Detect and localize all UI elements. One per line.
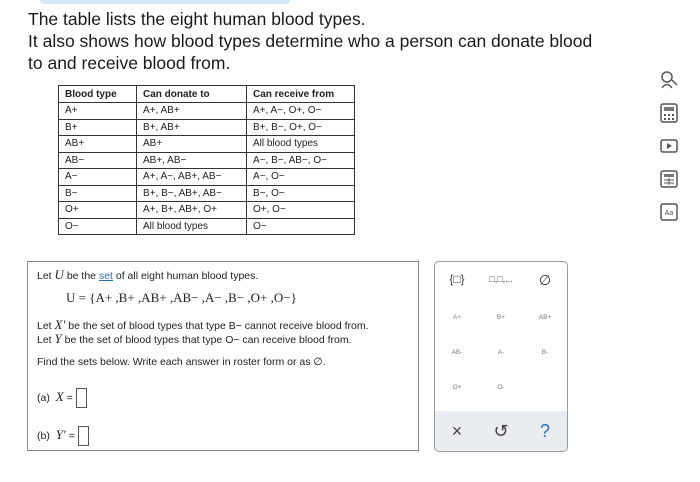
cell: A− — [59, 169, 137, 186]
cell: AB− — [59, 152, 137, 169]
calculator-icon[interactable] — [659, 103, 679, 123]
equals: = — [68, 429, 75, 442]
blood-type-table — [58, 85, 355, 235]
undo-button[interactable]: ↺ — [493, 420, 509, 441]
cell: B+ — [59, 119, 137, 136]
table-header-row — [59, 86, 355, 103]
cell: A+, A−, O+, O− — [247, 103, 355, 120]
text: of all eight human blood types. — [112, 270, 259, 282]
text: be the set of blood types that type B− cannot receive blood from. — [65, 320, 369, 332]
cell: O− — [59, 218, 137, 235]
svg-text:Aa: Aa — [664, 210, 674, 217]
answer-b-input[interactable] — [78, 426, 89, 446]
equals: = — [66, 391, 73, 404]
top-strip — [40, 0, 290, 4]
key-b-pos[interactable]: B+ — [496, 314, 506, 321]
var-y: Y — [54, 331, 62, 346]
clear-button[interactable]: × — [451, 420, 463, 441]
keypad-panel — [434, 261, 568, 452]
part-a-label: (a) — [37, 391, 50, 404]
intro-line-1: The table lists the eight human blood types. — [28, 9, 366, 29]
roster-list-button[interactable]: □,□,... — [489, 274, 513, 284]
table-row — [59, 136, 355, 153]
intro-line-2: It also shows how blood types determine who a person can donate blood — [28, 31, 593, 51]
keypad-row — [435, 384, 567, 391]
cell: O+, O− — [247, 202, 355, 219]
keypad-footer — [435, 411, 567, 451]
key-b-neg[interactable]: B- — [541, 349, 549, 356]
text: Let — [37, 270, 55, 282]
cell: A+ — [59, 103, 137, 120]
y-definition — [37, 331, 352, 347]
keypad-row — [435, 349, 567, 356]
text: Let — [37, 334, 55, 346]
intro-text — [28, 8, 668, 74]
part-a-var: X — [55, 388, 64, 404]
cell: AB+ — [137, 136, 247, 153]
key-a-neg[interactable]: A- — [497, 349, 505, 356]
universe-definition — [37, 267, 258, 283]
part-b — [37, 426, 89, 446]
header-can-receive: Can receive from — [247, 86, 355, 103]
question-panel — [27, 261, 419, 451]
key-o-neg[interactable]: O- — [497, 384, 505, 391]
keypad-top-row — [435, 272, 567, 289]
accessibility-icon[interactable] — [659, 70, 679, 90]
keypad-row — [435, 314, 567, 321]
video-icon[interactable] — [659, 136, 679, 156]
key-o-pos[interactable]: O+ — [452, 384, 462, 391]
cell: B+, AB+ — [137, 119, 247, 136]
part-a — [37, 388, 87, 408]
cell: B+, B−, AB+, AB− — [137, 185, 247, 202]
set-link[interactable]: set — [98, 270, 113, 282]
universe-set: U = {A+ ,B+ ,AB+ ,AB− ,A− ,B− ,O+ ,O−} — [66, 290, 297, 305]
text-icon[interactable] — [659, 202, 679, 222]
text: Let — [37, 320, 55, 332]
side-toolbar — [657, 70, 681, 235]
instruction: Find the sets below. Write each answer in roster form or as ∅. — [37, 356, 326, 368]
cell: O+ — [59, 202, 137, 219]
table-row — [59, 103, 355, 120]
key-a-pos[interactable]: A+ — [452, 314, 462, 321]
cell: B− — [59, 185, 137, 202]
cell: B+, B−, O+, O− — [247, 119, 355, 136]
table-row — [59, 202, 355, 219]
table-row — [59, 185, 355, 202]
header-blood-type: Blood type — [59, 86, 137, 103]
cell: A−, O− — [247, 169, 355, 186]
table-row — [59, 119, 355, 136]
part-b-var: Y′ — [55, 426, 66, 442]
text: be the set of blood types that type O− can receive blood from. — [61, 334, 352, 346]
cell: A+, B+, AB+, O+ — [137, 202, 247, 219]
set-braces-button[interactable]: {□} — [449, 272, 465, 286]
cell: B−, O− — [247, 185, 355, 202]
header-can-donate: Can donate to — [137, 86, 247, 103]
help-button[interactable]: ? — [539, 420, 550, 441]
cell: A+, A−, AB+, AB− — [137, 169, 247, 186]
text: be the — [63, 270, 99, 282]
table-row — [59, 169, 355, 186]
cell: O− — [247, 218, 355, 235]
var-u: U — [54, 267, 64, 282]
cell: AB+, AB− — [137, 152, 247, 169]
table-row — [59, 152, 355, 169]
cell: A+, AB+ — [137, 103, 247, 120]
table-icon[interactable] — [659, 169, 679, 189]
cell: All blood types — [247, 136, 355, 153]
answer-a-input[interactable] — [76, 388, 87, 408]
keypad-spacer — [523, 384, 567, 391]
cell: A−, B−, AB−, O− — [247, 152, 355, 169]
intro-line-3: to and receive blood from. — [28, 53, 231, 73]
empty-set-button[interactable]: ∅ — [538, 272, 552, 288]
key-ab-pos[interactable]: AB+ — [538, 314, 552, 321]
part-b-label: (b) — [37, 429, 50, 442]
var-x: X′ — [54, 317, 66, 332]
table-row — [59, 218, 355, 235]
key-ab-neg[interactable]: AB- — [451, 349, 463, 356]
cell: AB+ — [59, 136, 137, 153]
cell: All blood types — [137, 218, 247, 235]
